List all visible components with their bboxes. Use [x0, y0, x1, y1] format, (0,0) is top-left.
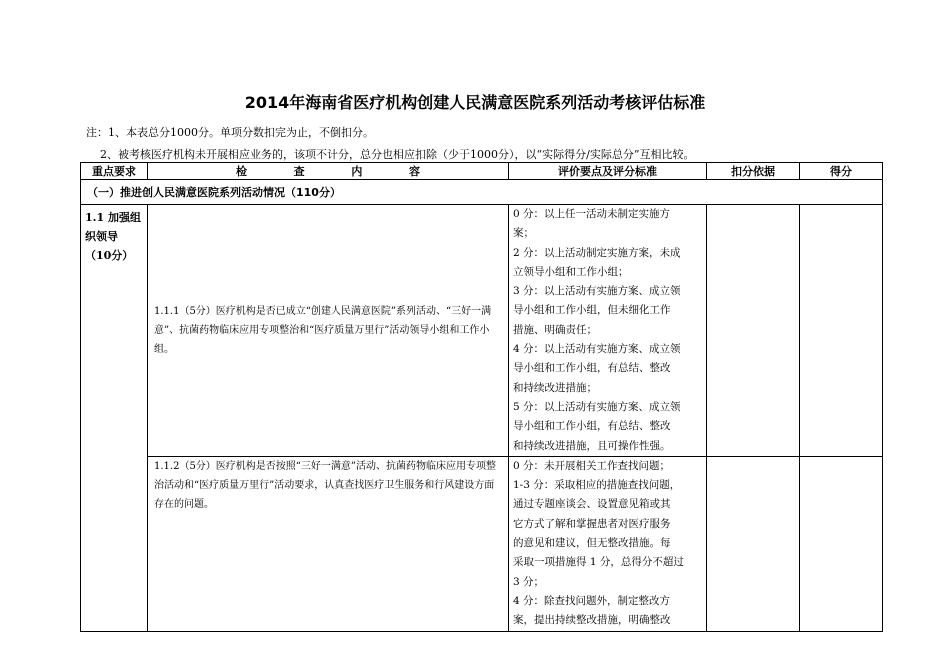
criteria-line: 导小组和工作小组，有总结、整改 [513, 362, 671, 375]
criteria-line: 案； [513, 227, 534, 240]
criteria-line: 3 分：以上活动有实施方案、成立领 [513, 285, 681, 298]
criteria-line: 1-3 分：采取相应的措施查找问题， [513, 479, 681, 492]
criteria-line: 4 分：除查找问题外，制定整改方 [513, 594, 671, 607]
criteria-line: 导小组和工作小组，有总结、整改 [513, 420, 671, 433]
criteria-line: 措施、明确责任； [513, 323, 597, 336]
criteria-line: 和持续改进措施，且可操作性强。 [513, 439, 671, 452]
header-key-requirement: 重点要求 [81, 163, 148, 180]
deduction-basis-cell[interactable] [707, 205, 800, 457]
note-line-2: 2、被考核医疗机构未开展相应业务的，该项不计分，总分也相应扣除（少于1000分），以“实际得分/实际总分”互相比较。 [100, 148, 695, 161]
score-cell[interactable] [800, 456, 883, 631]
header-check-char: 检 [236, 165, 247, 178]
header-check-char: 内 [351, 165, 363, 178]
document-title: 2014年海南省医疗机构创建人民满意医院系列活动考核评估标准 [244, 93, 706, 112]
criteria-line: 立领导小组和工作小组； [513, 265, 629, 278]
criteria-line: 和持续改进措施； [513, 381, 597, 394]
deduction-basis-cell[interactable] [707, 456, 800, 631]
check-content-cell: 1.1.2（5分）医疗机构是否按照“三好一满意”活动、抗菌药物临床应用专项整治活动和“医疗质量万里行”活动要求，认真查找医疗卫生服务和行风建设方面存在的问题。 [148, 456, 509, 631]
key-requirement-line: 1.1 加强组 [85, 211, 141, 224]
criteria-line: 0 分：以上任一活动未制定实施方 [513, 208, 671, 220]
section-row [81, 180, 883, 205]
key-requirement-line: 织领导 [85, 230, 118, 243]
criteria-line: 采取一项措施得 1 分，总得分不超过 [513, 556, 684, 569]
header-check-content [148, 163, 509, 180]
header-score: 得分 [800, 163, 883, 180]
criteria-line: 2 分：以上活动制定实施方案，未成 [513, 246, 681, 259]
criteria-cell [509, 456, 707, 631]
header-check-char: 查 [293, 165, 305, 178]
criteria-line: 5 分：以上活动有实施方案、成立领 [513, 400, 681, 413]
table-row [81, 205, 883, 457]
assessment-table [80, 162, 883, 632]
criteria-line: 它方式了解和掌握患者对医疗服务 [513, 517, 671, 530]
criteria-line: 0 分：未开展相关工作查找问题； [513, 459, 671, 472]
check-content-cell: 1.1.1（5分）医疗机构是否已成立“创建人民满意医院”系列活动、“三好一满意”、抗菌药物临床应用专项整治和“医疗质量万里行”活动领导小组和工作小组。 [148, 205, 509, 457]
key-requirement-cell [81, 205, 148, 632]
criteria-line: 通过专题座谈会、设置意见箱或其 [513, 498, 671, 511]
note-line-1: 注：1、本表总分1000分。单项分数扣完为止，不倒扣分。 [86, 126, 374, 139]
key-requirement-line: （10分） [85, 249, 134, 262]
criteria-line: 3 分； [513, 575, 545, 588]
header-deduction-basis: 扣分依据 [707, 163, 800, 180]
criteria-line: 导小组和工作小组，但未细化工作 [513, 304, 671, 317]
criteria-line: 4 分：以上活动有实施方案、成立领 [513, 343, 681, 356]
score-cell[interactable] [800, 205, 883, 457]
table-header-row [81, 163, 883, 180]
table-row [81, 456, 883, 631]
section-heading: （一）推进创人民满意医院系列活动情况（110分） [81, 180, 883, 205]
criteria-line: 的意见和建议，但无整改措施。每 [513, 537, 671, 550]
header-criteria: 评价要点及评分标准 [509, 163, 707, 180]
criteria-cell [509, 205, 707, 457]
criteria-line: 案，提出持续整改措施，明确整改 [513, 614, 671, 627]
header-check-char: 容 [408, 165, 420, 178]
